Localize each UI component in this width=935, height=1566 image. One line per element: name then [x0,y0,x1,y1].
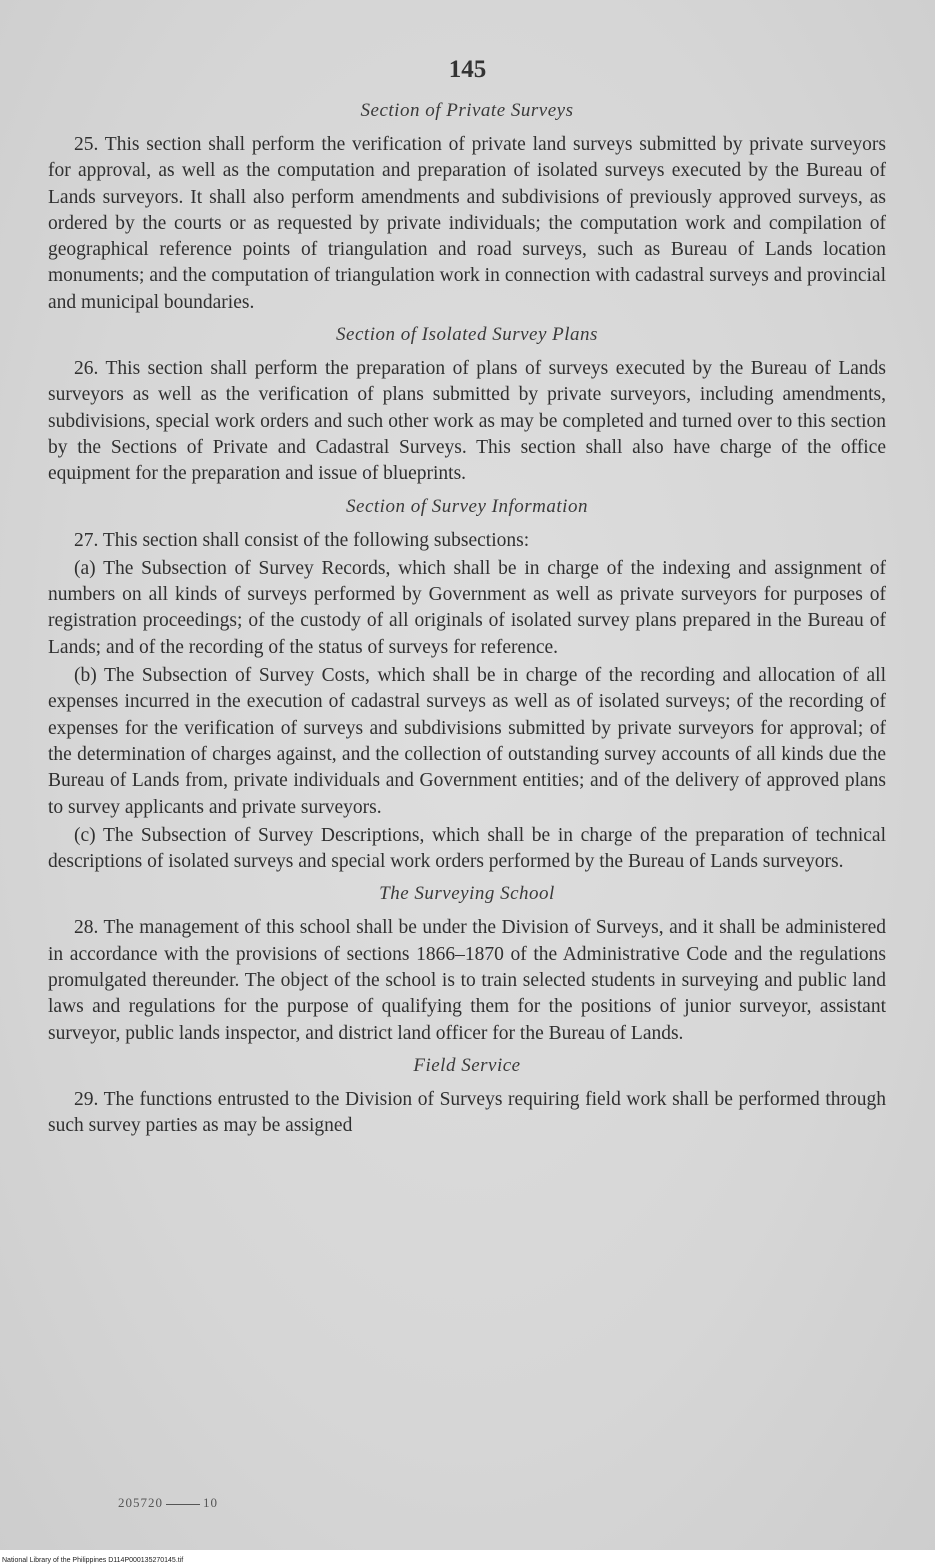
paragraph: 29. The functions entrusted to the Division of Surveys requiring field work shall be performed through such survey parties as may be assigned [48,1088,886,1137]
section-heading: The Surveying School [379,883,555,905]
section-heading: Section of Private Surveys [360,100,574,121]
section-heading: Section of Survey Information [346,495,588,517]
section-heading: Field Service [413,1054,521,1076]
printer-code-dash [166,1504,200,1505]
section-heading: Section of Isolated Survey Plans [336,324,598,346]
printer-code [118,1495,218,1511]
source-bar [0,1550,935,1566]
subsection-paragraph-c: (c) The Subsection of Survey Descriptions, which shall be in charge of the preparation of technical descriptions of isolated surveys and special work orders performed by the Bureau of Lands surveyors. [48,824,886,873]
paragraph: 28. The management of this school shall be under the Division of Surveys, and it shall be administered in accordance with the provisions of sections 1866–1870 of the Administrative Code and the regulations promulgated thereunder. The object of the school is to train selected students in surveying and public land laws and regulations for the purpose of qualifying them for the positions of junior surveyor, assistant surveyor, public lands inspector, and district land officer for the Bureau of Lands. [48,917,886,1044]
printer-code-number: 205720 [118,1495,163,1510]
paragraph: 26. This section shall perform the preparation of plans of surveys executed by the Bureau of Lands surveyors as well as the verification of plans submitted by private surveyors, including amendments, subdivisions, special work orders and such other work as may be completed and turned over to this section by the Sections of Private and Cadastral Surveys. This section shall also have charge of the office equipment for the preparation and issue of blueprints. [48,358,886,485]
printer-code-sheet: 10 [203,1495,218,1510]
page-number: 145 [448,56,487,83]
paragraph: 25. This section shall perform the verification of private land surveys submitted by private surveyors for approval, as well as the computation and preparation of isolated surveys executed by the Bureau of Lands surveyors. It shall also perform amendments and subdivisions of previously approved surveys, as ordered by the courts or as requested by private individuals; the computation work and compilation of geographical reference points of triangulation and road surveys, such as Bureau of Lands location monuments; and the computation of triangulation work in connection with cadastral surveys and provincial and municipal boundaries. [48,134,886,313]
paragraph: 27. This section shall consist of the following subsections: [74,529,530,551]
subsection-paragraph-a: (a) The Subsection of Survey Records, which shall be in charge of the indexing and assignment of numbers on all kinds of surveys performed by Government as well as private surveyors for purposes of registration proceedings; of the custody of all originals of isolated survey plans prepared in the Bureau of Lands; and of the recording of the status of surveys for reference. [48,557,886,658]
subsection-paragraph-b: (b) The Subsection of Survey Costs, which shall be in charge of the recording and allocation of all expenses incurred in the execution of cadastral surveys as well as of isolated surveys; of the recording of expenses for the verification of surveys and subdivisions submitted by private surveyors for approval; of the determination of charges against, and the collection of outstanding survey accounts of all kinds due the Bureau of Lands from, private individuals and Government entities; and of the delivery of approved plans to survey applicants and private surveyors. [48,665,886,818]
page-content [48,100,886,1140]
source-line: National Library of the Philippines D114P000135270145.tif [2,1557,184,1564]
